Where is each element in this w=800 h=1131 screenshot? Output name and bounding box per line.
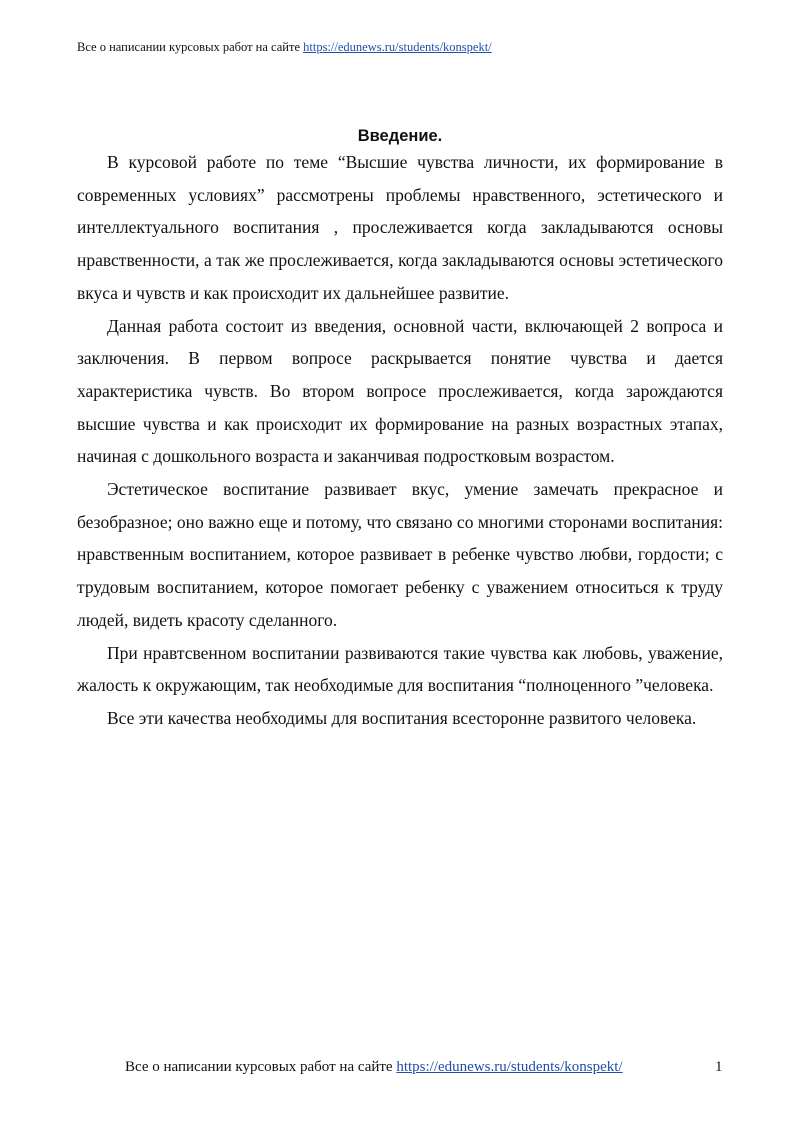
header-link[interactable]: https://edunews.ru/students/konspekt/	[303, 40, 492, 54]
page-footer	[125, 1057, 623, 1077]
footer-link[interactable]: https://edunews.ru/students/konspekt/	[396, 1059, 623, 1075]
header-text: Все о написании курсовых работ на сайте	[77, 40, 304, 54]
paragraph-5: Все эти качества необходимы для воспитания всесторонне развитого человека.	[107, 707, 697, 728]
footer-text: Все о написании курсовых работ на сайте	[125, 1059, 397, 1075]
page-header	[77, 39, 492, 55]
paragraph-3: Эстетическое воспитание развивает вкус, умение замечать прекрасное и безобразное; оно важно еще и потому, что связано со многими сторонами воспитания: нравственным воспитанием, которое развивает в ребенке чувство любви, гордости; с трудовым воспитанием, которое помогает ребенку с уважением относиться к труду людей, видеть красоту сделанного.	[77, 479, 723, 630]
paragraph-4: При нравтсвенном воспитании развиваются такие чувства как любовь, уважение, жалость к окружающим, так необходимые для воспитания “полноценного ”человека.	[77, 642, 723, 696]
document-title: Введение.	[357, 127, 443, 145]
page-number: 1	[715, 1059, 723, 1075]
document-body	[77, 146, 723, 735]
paragraph-1: В курсовой работе по теме “Высшие чувства личности, их формирование в современных условиях” рассмотрены проблемы нравственного, эстетического и интеллектуального воспитания , прослеживается когда закладываются основы нравственности, а так же прослеживается, когда закладываются основы эстетического вкуса и чувств и как происходит их дальнейшее развитие.	[77, 152, 723, 303]
paragraph-2: Данная работа состоит из введения, основной части, включающей 2 вопроса и заключения. В первом вопросе раскрывается понятие чувства и дается характеристика чувств. Во втором вопросе прослеживается, когда зарождаются высшие чувства и как происходит их формирование на разных возрастных этапах, начиная с дошкольного возраста и заканчивая подростковым возрастом.	[77, 315, 723, 467]
